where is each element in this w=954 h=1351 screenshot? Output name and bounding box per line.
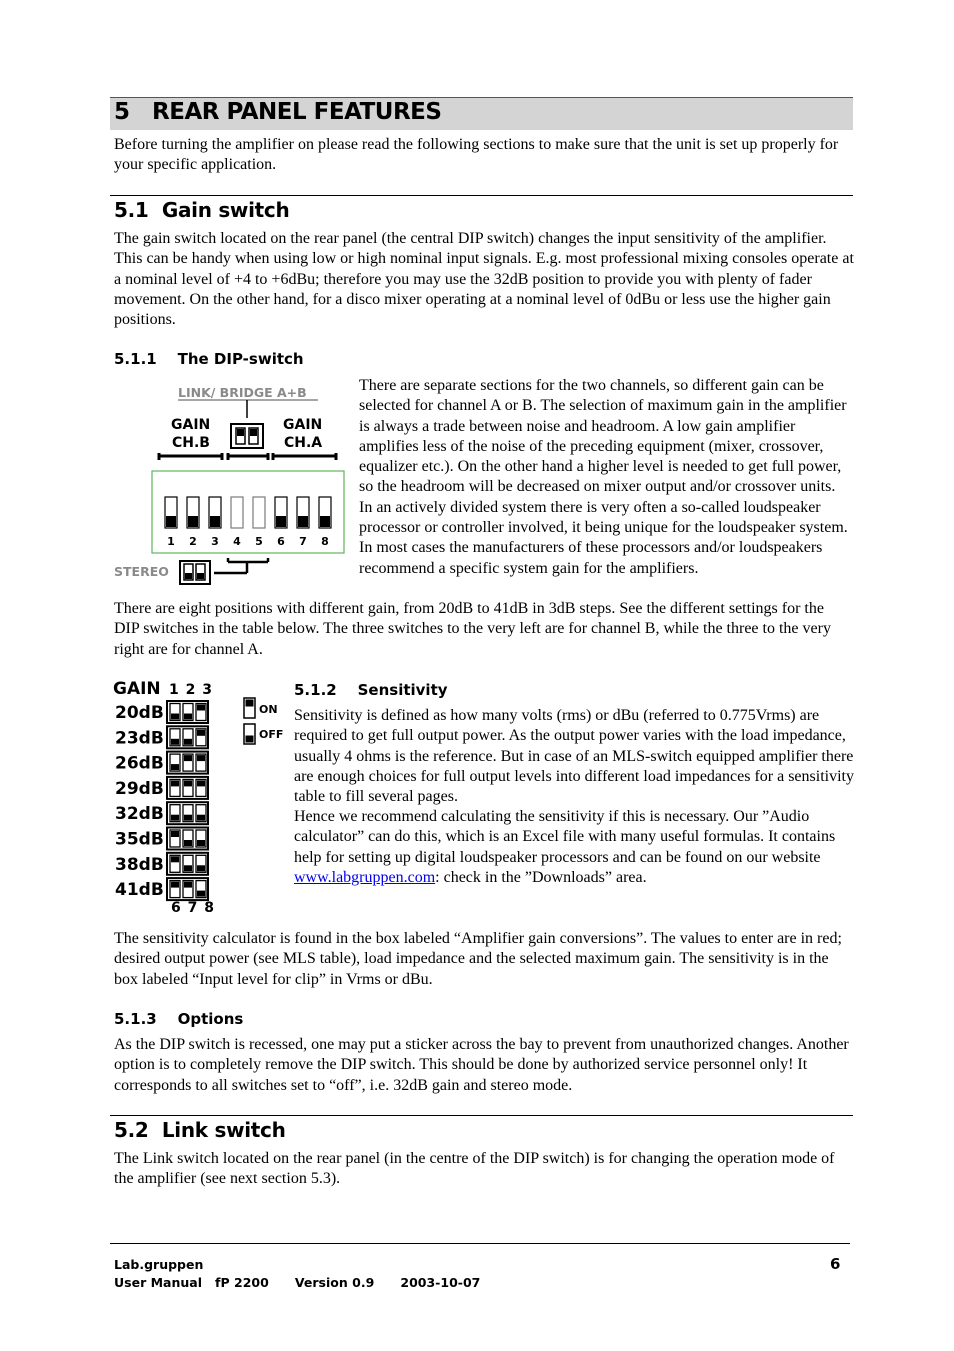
link-switch-paragraph: The Link switch located on the rear panel (in the centre of the DIP switch) is for changing the operation mode of the amplifier (see next section 5.3).	[114, 1150, 835, 1188]
gain-a-label-ch: CH.A	[284, 435, 323, 451]
gain-row-label: 20dB	[115, 703, 164, 723]
stereo-leader	[214, 558, 268, 573]
gain-row	[115, 802, 208, 824]
gain-table-top-numbers: 1 2 3	[169, 682, 213, 698]
calculator-text: Hence we recommend calculating the sensitivity if this is necessary. Our ”Audio calculator” can do this, which is an Excel file with many useful formulas. It contains help for setting up digital loudspeaker processors and can be found on our website	[294, 808, 836, 866]
gain-row	[115, 726, 208, 748]
section-intro: Before turning the amplifier on please read the following sections to make sure that the unit is set up properly for your specific application.	[114, 136, 839, 174]
heading-number: 5.2	[114, 1118, 149, 1142]
dip-switch-1	[165, 497, 177, 528]
dip-switch-diagram	[110, 378, 355, 588]
gain-positions-paragraph: There are eight positions with different gain, from 20dB to 41dB in 3dB steps. See the different settings for the DIP switches in the table below. The three switches to the very left are for channel B, while the three to the very right are for channel A.	[114, 600, 831, 658]
section-title: REAR PANEL FEATURES	[152, 99, 442, 125]
gain-row-label: 26dB	[115, 753, 164, 774]
dip-switch-8	[319, 497, 331, 528]
gain-row-label: 38dB	[115, 854, 164, 875]
stereo-label: STEREO	[114, 564, 169, 579]
gain-table-diagram	[110, 676, 290, 916]
options-paragraph: As the DIP switch is recessed, one may put a sticker across the bay to prevent from unauthorized changes. Another option is to completely remove the DIP switch. This should be done by authorized service personnel only! It corresponds to all switches set to “off”, i.e. 32dB gain and stereo mode.	[114, 1036, 849, 1094]
heading-number: 5.1.2	[294, 681, 337, 699]
dip-switch-2	[187, 497, 199, 528]
bracket-ch-b	[159, 453, 222, 460]
link-switch-knob	[237, 429, 244, 436]
heading-title: Options	[177, 1010, 244, 1028]
stereo-knob	[185, 573, 192, 579]
gain-row-label: 32dB	[115, 804, 164, 825]
on-knob	[246, 700, 254, 707]
dip-switch-4	[231, 497, 243, 528]
off-knob	[246, 736, 254, 743]
dip-switch-5	[253, 497, 265, 528]
dip-switch-body	[152, 471, 344, 553]
heading-5-1-1	[114, 350, 304, 368]
labgruppen-website-link[interactable]: www.labgruppen.com	[294, 868, 436, 886]
bracket-link	[228, 453, 268, 460]
gain-row	[115, 878, 208, 900]
heading-5-1-3	[114, 1010, 243, 1028]
gain-row	[115, 752, 208, 774]
section-number: 5	[114, 99, 130, 125]
gain-switch-paragraph: The gain switch located on the rear panel (the central DIP switch) changes the input sensitivity of the amplifier. This can be handy when using low or high nominal input signals. E.g. most professional mixing consoles operate at a nominal level of +4 to +6dBu; therefore you may use the 32dB position to provide you with plenty of fader movement. On the other hand, for a disco mixer operating at a nominal level of 0dBu or less use the higher gain positions.	[114, 230, 854, 329]
gain-row	[115, 777, 208, 799]
heading-number: 5.1.1	[114, 350, 157, 368]
heading-number: 5.1	[114, 198, 149, 222]
on-label: ON	[259, 703, 278, 716]
dip-position-number: 5	[255, 535, 263, 548]
gain-b-label: GAIN	[171, 417, 211, 433]
divider	[110, 1115, 853, 1116]
footer-divider	[110, 1243, 850, 1244]
gain-table-rows	[115, 701, 208, 900]
calculator-paragraph	[294, 807, 854, 888]
gain-row-label: 23dB	[115, 728, 164, 749]
gain-row-label: 35dB	[115, 829, 164, 850]
footer-company: Lab.gruppen	[114, 1257, 204, 1272]
gain-table-bottom-numbers: 6 7 8	[171, 900, 215, 916]
page-number: 6	[830, 1255, 841, 1273]
gain-b-label-ch: CH.B	[172, 435, 210, 451]
section-heading	[114, 99, 441, 125]
link-bridge-label: LINK/ BRIDGE A+B	[178, 385, 307, 400]
gain-table-title: GAIN	[113, 679, 161, 699]
heading-5-1-2	[294, 681, 448, 699]
stereo-knob	[197, 573, 204, 579]
heading-title: Gain switch	[161, 198, 290, 222]
sensitivity-paragraph: Sensitivity is defined as how many volts (rms) or dBu (referred to 0.775Vrms) are required to get full output power. As the output power varies with the load impedance, usually 4 ohms is the reference. But in case of an MLS-switch equipped amplifier there are enough choices for full output levels into different load impedances for a sensitivity table to fill several pages.	[294, 707, 854, 806]
heading-title: Sensitivity	[357, 681, 448, 699]
gain-row-label: 29dB	[115, 778, 164, 799]
dip-switch-7	[297, 497, 309, 528]
heading-5-1	[114, 198, 289, 222]
calculator-text-end: : check in the ”Downloads” area.	[435, 868, 647, 886]
gain-row	[115, 853, 208, 875]
gain-a-label: GAIN	[283, 417, 323, 433]
divider	[110, 195, 853, 196]
dip-position-number: 3	[211, 535, 219, 548]
link-switch-knob	[250, 429, 257, 436]
dip-position-number: 8	[321, 535, 329, 548]
heading-number: 5.1.3	[114, 1010, 157, 1028]
dip-position-number: 7	[299, 535, 307, 548]
dip-switch-6	[275, 497, 287, 528]
dip-position-number: 4	[233, 535, 241, 548]
bracket-ch-a	[273, 453, 336, 460]
heading-5-2	[114, 1118, 286, 1142]
footer-model: fP 2200	[215, 1275, 269, 1290]
off-label: OFF	[259, 728, 284, 741]
dip-switch-paragraph: There are separate sections for the two channels, so different gain can be selected for channel A or B. The selection of maximum gain in the amplifier is always a trade between noise and headroom. A low gain amplifier amplifies less of the noise of the preceding equipment (mixer, crossover, equalizer etc.). On the other hand a higher level is needed to get full power, so the headroom will be decreased on mixer output and/or crossover units. In an actively divided system there is very often a so-called loudspeaker processor or controller involved, it being unique for the loudspeaker system. In most cases the manufacturers of these processors and/or loudspeakers recommend a specific system gain for the amplifiers.	[359, 377, 848, 577]
gain-row	[115, 828, 208, 850]
dip-position-number: 1	[167, 535, 175, 548]
heading-title: Link switch	[161, 1118, 286, 1142]
gain-row-label: 41dB	[115, 880, 164, 901]
dip-position-number: 2	[189, 535, 197, 548]
gain-row	[115, 701, 208, 723]
sensitivity-calculator-paragraph: The sensitivity calculator is found in the box labeled “Amplifier gain conversions”. The values to enter are in red; desired output power (see MLS table), load impedance and the selected maximum gain. The sensitivity is in the box labeled “Input level for clip” in Vrms or dBu.	[114, 930, 842, 988]
dip-position-number: 6	[277, 535, 285, 548]
heading-title: The DIP-switch	[177, 350, 304, 368]
footer-details	[114, 1275, 480, 1290]
footer-manual: User Manual	[114, 1275, 202, 1290]
footer-date: 2003-10-07	[400, 1275, 481, 1290]
footer-version: Version 0.9	[294, 1275, 375, 1290]
dip-switch-3	[209, 497, 221, 528]
